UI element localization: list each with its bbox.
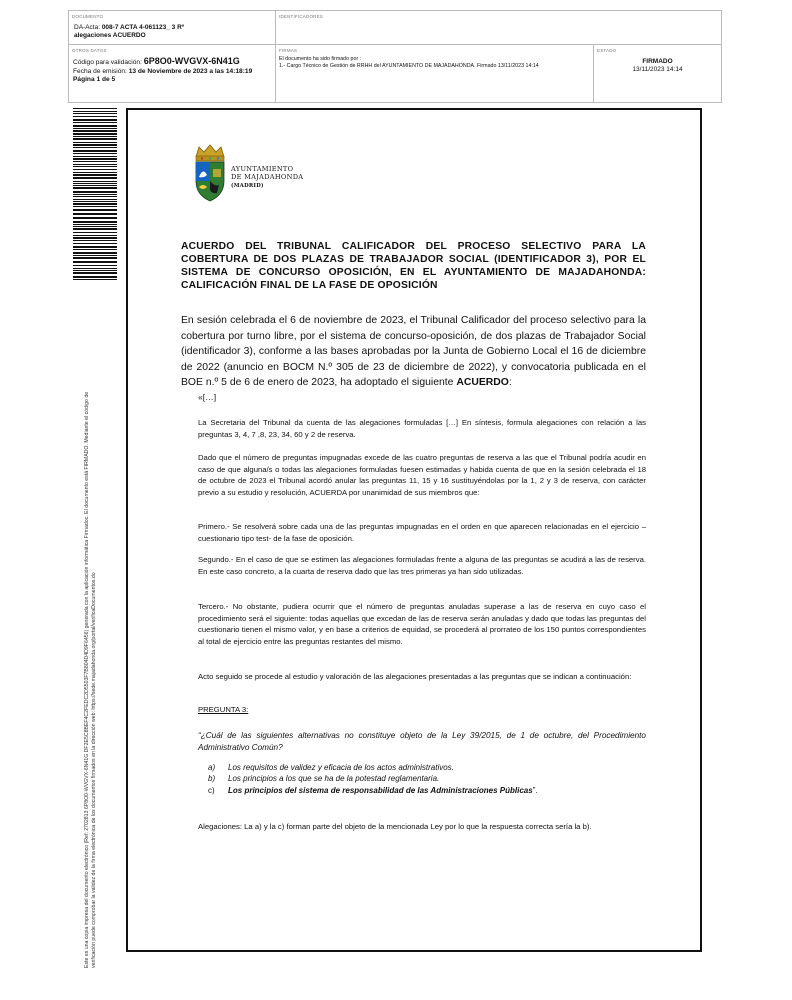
paragraph-2: Dado que el número de preguntas impugnadas excede de las cuatro preguntas de reserva a las que el Tribunal podría acudir en caso de que alguna/s o todas las alegaciones formuladas fuesen estimadas y habida cuenta de que en la sesión celebrada el 18 de octubre de 2023 el Tribunal acordó anular las preguntas 11, 15 y 16 sustituyéndolas por la 1, 2 y 3 de reserva, con carácter previo a su estudio y resolución, ACUERDA por unanimidad de sus miembros que: [198,453,646,497]
barcode [73,108,117,280]
pregunta-heading: PREGUNTA 3: [198,705,249,714]
paragraph-primero: Primero.- Se resolverá sobre cada una de las preguntas impugnadas en el orden en que aparecen relacionadas en el ejercicio –cuestionario tipo test- de la fase de oposición. [198,522,646,543]
documento-label: DOCUMENTO [72,14,104,19]
verification-side-text: Este es una copia impresa del documento electrónico (Ref: 2702813 6P8O0-WVGVX-6N41G DF2E5C8BEF4C2FEDC2D5503F7B804D4D9F6456) generada con la aplicación informática Firmadoc. El documento está FIRMADO. Mediante el código de verificación puede comprobar la validez de la firma electrónica de los documentos firmados en la dirección web: https://sede.majadahonda.org/portal/verificaDocumentos.do [84,391,97,968]
paragraph-segundo: Segundo.- En el caso de que se estimen las alegaciones formuladas frente a alguna de las preguntas se acudirá a las de reserva. En este caso concreto, a la cuarta de reserva dado que las tres primeras ya han sido utilizadas. [198,555,646,576]
otros-datos-cell: OTROS DATOS Código para validación: 6P8O0-WVGVX-6N41G Fecha de emisión: 13 de Noviembre de 2023 a las 14:18:19 Página 1 de 5 [69,45,276,102]
option-a: a) Los requisitos de validez y eficacia de los actos administrativos. [208,763,454,772]
paragraph-1: La Secretaria del Tribunal da cuenta de las alegaciones formuladas […] En síntesis, formula alegaciones con relación a las preguntas 3, 4, 7 ,8, 23, 34, 60 y 2 de reserva. [198,418,646,439]
emission-date: 13 de Noviembre de 2023 a las 14:18:19 [128,67,253,75]
estado-cell: ESTADO FIRMADO 13/11/2023 14:14 [594,45,721,102]
document-page [126,108,702,952]
document-header [68,10,722,103]
intro-paragraph: En sesión celebrada el 6 de noviembre de 2023, el Tribunal Calificador del proceso selectivo para la cobertura por turno libre, por el sistema de concurso-oposición, de dos plazas de Trabajador Social (identificador 3), conforme a las bases aprobadas por la Junta de Gobierno Local el 16 de diciembre de 2022 (anuncio en BOCM N.º 305 de 23 de diciembre de 2022), y convocatoria publicada en el BOE n.º 5 de 6 de enero de 2023, ha adoptado el siguiente ACUERDO: [181,315,646,388]
documento-value: DA-Acta: 008-7 ACTA 4-061123_ 3 Rº alegaciones ACUERDO [74,24,185,39]
paragraph-tercero: Tercero.- No obstante, pudiera ocurrir que el número de preguntas anuladas superase a las de reserva en cuyo caso el procedimiento será el siguiente: todas aquellas que excedan de las de reserva serán anuladas y dado que todas las preguntas del cuestionario tienen el mismo valor, y en base a criterios de equidad, se procederá al prorrateo de los 150 puntos correspondientes al total de ejercicio entre las preguntas restantes del mismo. [198,602,646,646]
question-text: “¿Cuál de las siguientes alternativas no constituye objeto de la Ley 39/2015, de 1 de octubre, del Procedimiento Administrativo Común? [198,731,646,752]
paragraph-acto: Acto seguido se procede al estudio y valoración de las alegaciones presentadas a las preguntas que se indican a continuación: [198,672,632,681]
documento-cell [69,11,276,45]
option-c: c) Los principios del sistema de responsabilidad de las Administraciones Públicas”. [208,785,538,795]
identificadores-cell: IDENTIFICADORES [276,11,721,45]
status-badge: FIRMADO [642,58,673,65]
coat-of-arms-icon [193,143,227,205]
document-title: ACUERDO DEL TRIBUNAL CALIFICADOR DEL PROCESO SELECTIVO PARA LA COBERTURA DE DOS PLAZAS DE TRABAJADOR SOCIAL (IDENTIFICADOR 3), POR EL SISTEMA DE CONCURSO OPOSICIÓN, EN EL AYUNTAMIENTO DE MAJADAHONDA: CALIFICACIÓN FINAL DE LA FASE DE OPOSICIÓN [181,241,646,291]
option-b: b) Los principios a los que se ha de la potestad reglamentaria. [208,774,440,784]
quote-open: «[…] [198,392,217,402]
options-list [208,762,646,796]
status: FIRMADO 13/11/2023 14:14 [632,58,683,73]
otros-datos-values: Código para validación: 6P8O0-WVGVX-6N41G Fecha de emisión: 13 de Noviembre de 2023 a las 14:18:19 Página 1 de 5 [73,56,253,83]
alegaciones-paragraph: Alegaciones: La a) y la c) forman parte del objeto de la mencionada Ley por lo que la respuesta correcta sería la b). [198,822,592,831]
logo-text: AYUNTAMIENTO DE MAJADAHONDA (MADRID) [231,165,304,189]
page-number: Página 1 de 5 [73,76,116,83]
validation-code: 6P8O0-WVGVX-6N41G [143,56,240,66]
firmas-cell: FIRMAS El documento ha sido firmado por : 1.- Cargo Técnico de Gestión de RRHH del AYUNTAMIENTO DE MAJADAHONDA. Firmado 13/11/2023 14:14 [276,45,594,102]
